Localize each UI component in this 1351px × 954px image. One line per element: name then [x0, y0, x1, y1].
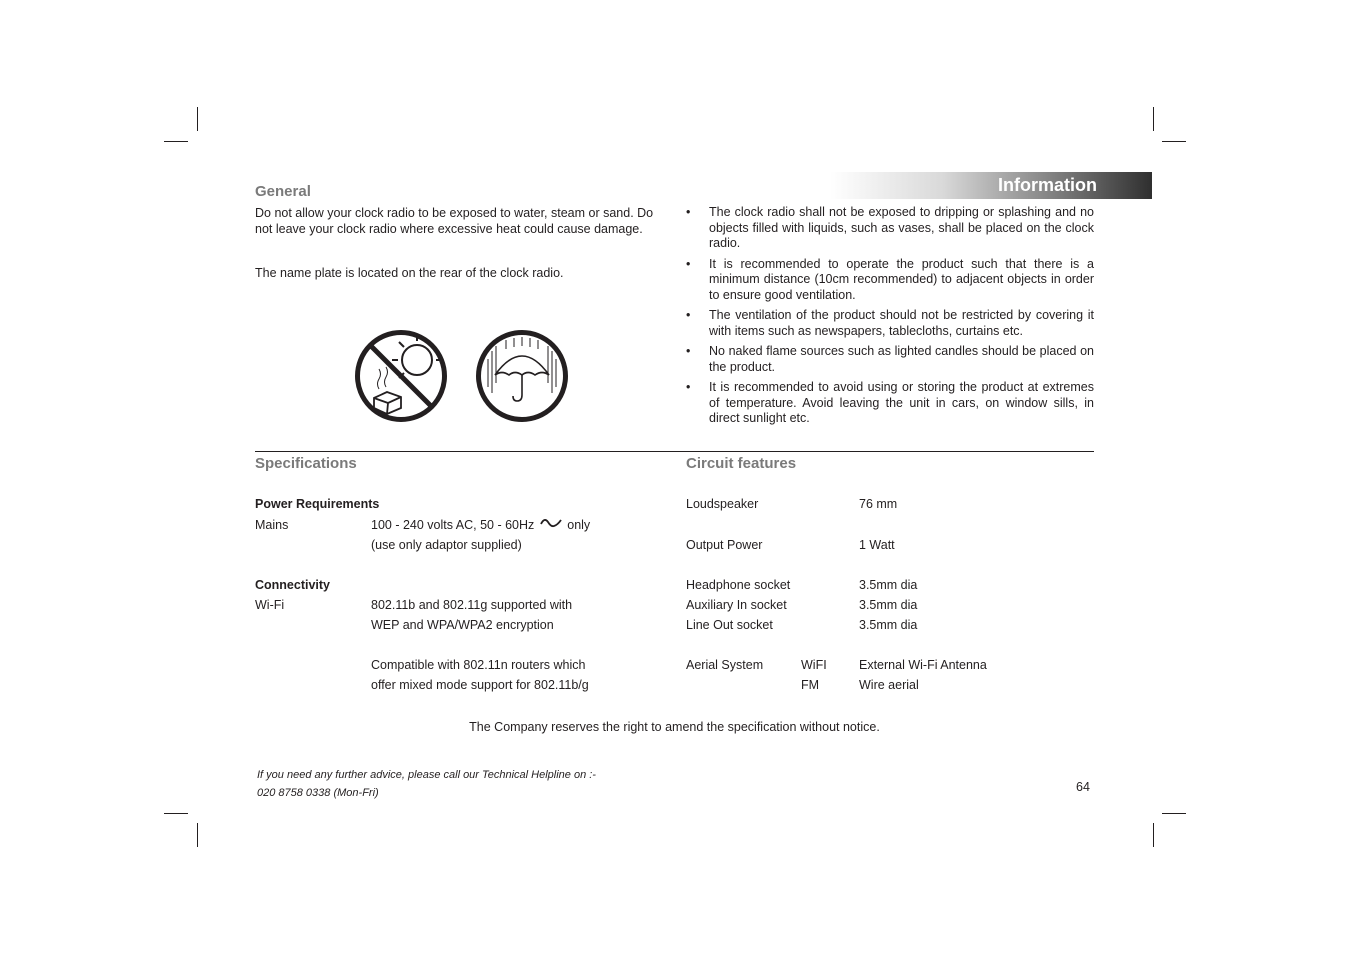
list-item: • It is recommended to operate the product such that there is a minimum distance (10cm recommended) to adjacent objects in order to ensure good ventilation. — [686, 256, 1094, 302]
mains-value: 100 - 240 volts AC, 50 - 60Hz only — [371, 518, 591, 532]
circuit-value: 1 Watt — [859, 538, 895, 552]
circuit-value: 3.5mm dia — [859, 578, 918, 592]
crop-mark — [164, 813, 188, 814]
circuit-label: Loudspeaker — [686, 497, 759, 511]
wifi-label: Wi-Fi — [255, 598, 285, 612]
nameplate-paragraph: The name plate is located on the rear of the clock radio. — [255, 266, 564, 280]
crop-mark — [1162, 813, 1186, 814]
aerial-wifi-sub: WiFI — [801, 658, 827, 672]
circuit-label: Output Power — [686, 538, 763, 552]
crop-mark — [197, 823, 198, 847]
wifi-value-line: 802.11b and 802.11g supported with — [371, 598, 573, 612]
power-requirements-heading: Power Requirements — [255, 497, 380, 511]
crop-mark — [1153, 107, 1154, 131]
wifi-value-line: WEP and WPA/WPA2 encryption — [371, 618, 554, 632]
wifi-value-line: offer mixed mode support for 802.11b/g — [371, 678, 589, 692]
crop-mark — [1153, 823, 1154, 847]
page-number: 64 — [1076, 780, 1090, 794]
amendment-notice: The Company reserves the right to amend the specification without notice. — [469, 720, 880, 734]
ac-wave-icon — [540, 518, 562, 530]
aerial-label: Aerial System — [686, 658, 764, 672]
connectivity-heading: Connectivity — [255, 578, 331, 592]
wifi-value-line: Compatible with 802.11n routers which — [371, 658, 586, 672]
no-sun-heat-icon — [354, 329, 448, 423]
circuit-label: Auxiliary In socket — [686, 598, 787, 612]
header-bar — [830, 172, 1152, 199]
specifications-title: Specifications — [255, 455, 357, 472]
crop-mark — [164, 141, 188, 142]
mains-note: (use only adaptor supplied) — [371, 538, 522, 552]
list-item: • It is recommended to avoid using or storing the product at extremes of temperature. Avoid leaving the unit in cars, on window sills, in direct sunlight etc. — [686, 380, 1094, 425]
aerial-wifi-value: External Wi-Fi Antenna — [859, 658, 987, 672]
circuit-label: Line Out socket — [686, 618, 773, 632]
mains-label: Mains — [255, 518, 289, 532]
list-item: • No naked flame sources such as lighted candles should be placed on the product. — [686, 344, 1094, 374]
crop-mark — [197, 107, 198, 131]
circuit-value: 3.5mm dia — [859, 618, 918, 632]
section-divider — [255, 451, 1094, 452]
aerial-fm-sub: FM — [801, 678, 820, 692]
helpline-text: If you need any further advice, please call our Technical Helpline on :- — [257, 769, 596, 781]
page-title: Information — [998, 175, 1097, 195]
general-title: General — [255, 183, 311, 200]
umbrella-icon — [475, 329, 569, 423]
list-item: • The ventilation of the product should not be restricted by covering it with items such as newspapers, tablecloths, curtains etc. — [686, 308, 1094, 338]
helpline-phone: 020 8758 0338 (Mon-Fri) — [257, 787, 379, 799]
crop-mark — [1162, 141, 1186, 142]
aerial-fm-value: Wire aerial — [859, 678, 919, 692]
general-paragraph: Do not allow your clock radio to be exposed to water, steam or sand. Do not leave your clock radio where excessive heat could cause damage. — [255, 206, 654, 236]
circuit-label: Headphone socket — [686, 578, 791, 592]
safety-bullet-list — [686, 205, 1094, 432]
circuit-features-title: Circuit features — [686, 455, 797, 472]
list-item: • The clock radio shall not be exposed to dripping or splashing and no objects filled with liquids, such as vases, shall be placed on the clock radio. — [686, 205, 1094, 250]
circuit-value: 3.5mm dia — [859, 598, 918, 612]
circuit-value: 76 mm — [859, 497, 898, 511]
